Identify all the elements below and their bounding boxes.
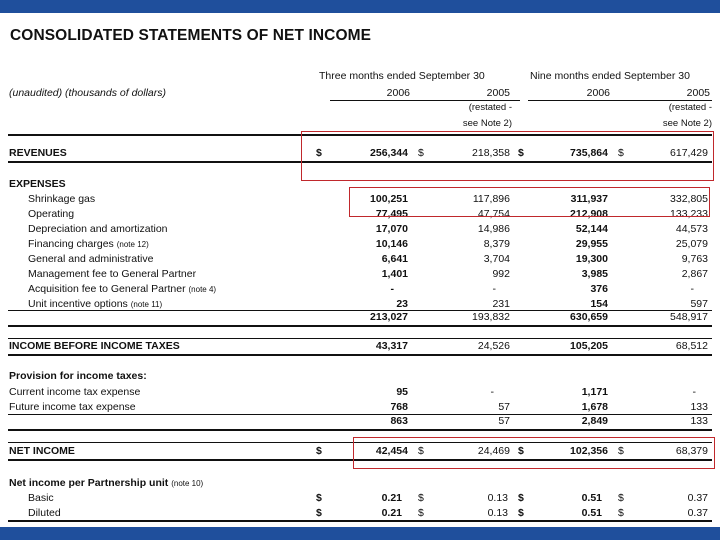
dollar-sign: $ (316, 492, 322, 504)
expense-note: (note 11) (130, 300, 163, 309)
expense-label-text: Depreciation and amortization (28, 223, 168, 235)
expense-label (28, 283, 216, 296)
see-note-2: see Note 2) (662, 118, 712, 129)
expense-value: 25,079 (675, 238, 708, 250)
expense-value: 597 (690, 298, 708, 310)
dollar-sign: $ (518, 507, 524, 519)
total-expenses-v3: 630,659 (570, 311, 608, 323)
highlight-revenues (301, 131, 714, 181)
expense-value: 9,763 (681, 253, 708, 265)
expense-value: 154 (590, 298, 608, 310)
future-tax-v1: 768 (390, 401, 408, 413)
future-tax-label: Future income tax expense (9, 401, 136, 413)
expense-value: 19,300 (575, 253, 608, 265)
revenues-v3: 735,864 (570, 147, 608, 159)
revenues-v2: 218,358 (472, 147, 510, 159)
expense-value: - (390, 283, 394, 295)
diluted-v1: 0.21 (381, 507, 402, 519)
col-year-4: 2005 (686, 87, 710, 99)
provision-total-v1: 863 (390, 415, 408, 427)
expense-note: (note 4) (188, 285, 217, 294)
expense-value: 3,985 (581, 268, 608, 280)
expense-label (28, 193, 95, 205)
diluted-v2: 0.13 (487, 507, 508, 519)
ibt-top-rule (8, 338, 712, 339)
expense-value: 117,896 (472, 193, 510, 205)
total-expenses-rule (8, 325, 712, 327)
per-unit-label-text: Net income per Partnership unit (9, 477, 169, 489)
current-tax-v4: - (692, 386, 696, 398)
current-tax-v2: - (490, 386, 494, 398)
net-income-label: NET INCOME (9, 445, 75, 457)
provision-total-rule (8, 429, 712, 431)
dollar-sign: $ (618, 492, 624, 504)
expense-label-text: Management fee to General Partner (28, 268, 197, 280)
top-bar (0, 0, 720, 13)
expense-label-text: General and administrative (28, 253, 154, 265)
expense-value: 47,754 (477, 208, 510, 220)
dollar-sign: $ (316, 507, 322, 519)
expense-label (28, 223, 168, 235)
future-tax-v2: 57 (498, 401, 510, 413)
expense-value: 29,955 (575, 238, 608, 250)
col-year-1: 2006 (386, 87, 410, 99)
ibt-v1: 43,317 (375, 340, 408, 352)
per-unit-note: (note 10) (171, 479, 204, 488)
future-tax-v4: 133 (690, 401, 708, 413)
expense-value: 8,379 (483, 238, 510, 250)
dollar-sign: $ (518, 492, 524, 504)
expense-value: 133,233 (670, 208, 708, 220)
diluted-label: Diluted (28, 507, 61, 519)
expense-value: 2,867 (681, 268, 708, 280)
see-note-1: see Note 2) (462, 118, 512, 129)
current-tax-v3: 1,171 (581, 386, 608, 398)
expense-value: 311,937 (570, 193, 608, 205)
expense-value: 3,704 (483, 253, 510, 265)
revenues-v4: 617,429 (670, 147, 708, 159)
header-underline-1 (330, 100, 520, 101)
expense-value: 14,986 (477, 223, 510, 235)
expense-value: 332,805 (670, 193, 708, 205)
total-expenses-v2: 193,832 (472, 311, 510, 323)
slide (0, 13, 720, 527)
provision-total-v2: 57 (498, 415, 510, 427)
net-income-v1: 42,454 (375, 445, 408, 457)
expense-label-text: Operating (28, 208, 75, 220)
dollar-sign: $ (518, 147, 524, 159)
basic-v1: 0.21 (381, 492, 402, 504)
highlight-shrinkage-operating (349, 187, 710, 217)
dollar-sign: $ (418, 492, 424, 504)
dollar-sign: $ (418, 507, 424, 519)
net-income-v2: 24,469 (477, 445, 510, 457)
expense-label (28, 208, 74, 220)
page-title: CONSOLIDATED STATEMENTS OF NET INCOME (10, 27, 372, 44)
expense-label-text: Shrinkage gas (28, 193, 96, 205)
expense-value: 992 (492, 268, 510, 280)
dollar-sign: $ (618, 445, 624, 457)
restated-1: (restated - (468, 102, 512, 113)
expense-value: 23 (396, 298, 408, 310)
expense-value: 52,144 (575, 223, 608, 235)
future-tax-v3: 1,678 (581, 401, 608, 413)
units-label: (unaudited) (thousands of dollars) (9, 87, 167, 99)
expense-value: - (690, 283, 694, 295)
header-underline-2 (528, 100, 712, 101)
expense-label (28, 268, 196, 280)
expense-value: 212,908 (570, 208, 608, 220)
bottom-bar (0, 527, 720, 540)
period-header-three-months: Three months ended September 30 (319, 70, 485, 82)
expense-label-text: Acquisition fee to General Partner (28, 283, 186, 295)
expense-label-text: Unit incentive options (28, 298, 128, 310)
diluted-v3: 0.51 (581, 507, 602, 519)
expense-label-text: Financing charges (28, 238, 114, 250)
expenses-label: EXPENSES (9, 178, 66, 190)
basic-v4: 0.37 (687, 492, 708, 504)
expense-value: 77,495 (375, 208, 408, 220)
basic-v2: 0.13 (487, 492, 508, 504)
bottom-rule (8, 520, 712, 522)
expense-value: 1,401 (381, 268, 408, 280)
total-expenses-v4: 548,917 (670, 311, 708, 323)
diluted-v4: 0.37 (687, 507, 708, 519)
ibt-v2: 24,526 (477, 340, 510, 352)
expense-value: 6,641 (381, 253, 408, 265)
expense-value: 376 (590, 283, 608, 295)
col-year-2: 2005 (486, 87, 510, 99)
current-tax-v1: 95 (396, 386, 408, 398)
dollar-sign: $ (618, 147, 624, 159)
period-header-nine-months: Nine months ended September 30 (530, 70, 690, 82)
net-income-v4: 68,379 (675, 445, 708, 457)
expense-note: (note 12) (116, 240, 149, 249)
dollar-sign: $ (418, 147, 424, 159)
revenues-v1: 256,344 (370, 147, 408, 159)
expense-value: 17,070 (375, 223, 408, 235)
provision-total-v4: 133 (690, 415, 708, 427)
revenues-label: REVENUES (9, 147, 67, 159)
ibt-v3: 105,205 (570, 340, 608, 352)
per-unit-label (9, 477, 203, 490)
ibt-label: INCOME BEFORE INCOME TAXES (9, 340, 180, 352)
expense-label (28, 238, 149, 251)
ibt-v4: 68,512 (675, 340, 708, 352)
net-income-v3: 102,356 (570, 445, 608, 457)
provision-total-v3: 2,849 (581, 415, 608, 427)
ibt-rule (8, 354, 712, 356)
provision-label: Provision for income taxes: (9, 370, 147, 382)
highlight-net-income (353, 437, 715, 469)
dollar-sign: $ (316, 445, 322, 457)
expense-value: 44,573 (675, 223, 708, 235)
expense-value: 231 (492, 298, 510, 310)
current-tax-label: Current income tax expense (9, 386, 141, 398)
dollar-sign: $ (518, 445, 524, 457)
expense-value: 100,251 (370, 193, 408, 205)
col-year-3: 2006 (586, 87, 610, 99)
dollar-sign: $ (316, 147, 322, 159)
expense-value: 10,146 (375, 238, 408, 250)
basic-label: Basic (28, 492, 54, 504)
dollar-sign: $ (618, 507, 624, 519)
total-expenses-v1: 213,027 (370, 311, 408, 323)
expense-value: - (492, 283, 496, 295)
restated-2: (restated - (668, 102, 712, 113)
dollar-sign: $ (418, 445, 424, 457)
expense-label (28, 253, 153, 265)
basic-v3: 0.51 (581, 492, 602, 504)
